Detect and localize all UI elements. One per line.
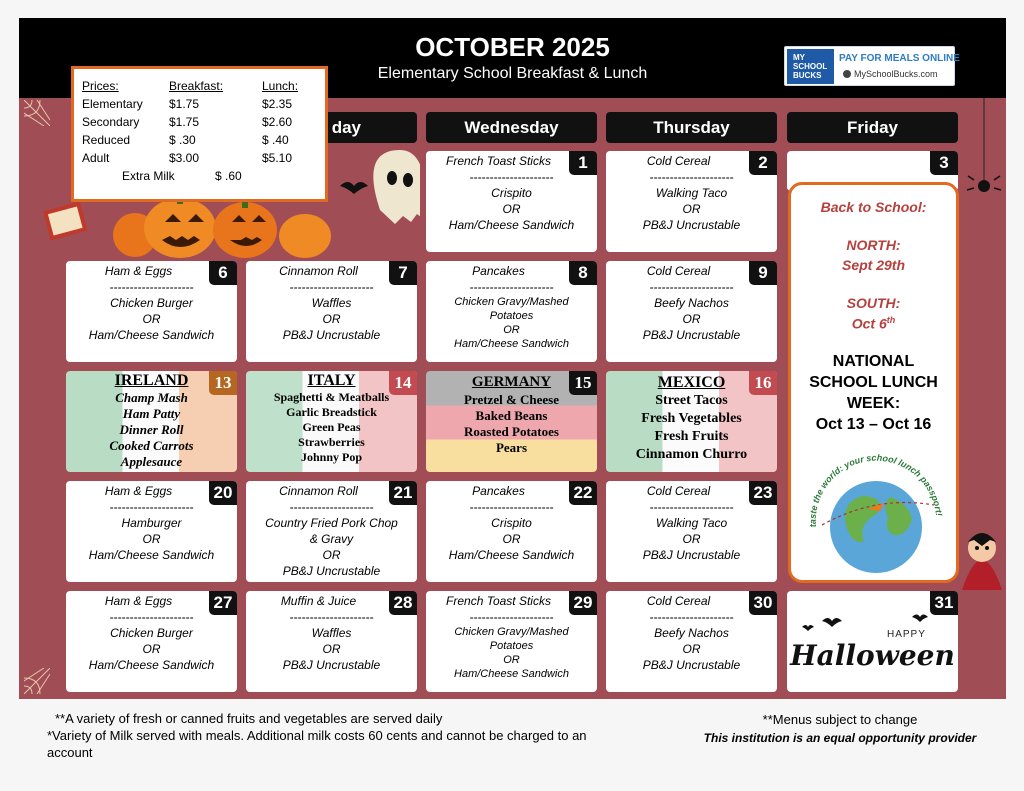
lunch-item: Waffles (311, 296, 352, 310)
menu-item: Ham Patty (122, 406, 181, 421)
lunch-item: Walking Taco (655, 516, 728, 530)
lunch-alt-item: PB&J Uncrustable (642, 548, 741, 562)
or-label: OR (142, 642, 161, 656)
or-label: OR (682, 642, 701, 656)
or-label: OR (322, 312, 341, 326)
menu-item: Champ Mash (115, 390, 188, 405)
price-breakfast: $1.75 (169, 97, 200, 111)
day-cell-6 (66, 261, 237, 362)
menu-item: Strawberries (298, 435, 365, 449)
day-number: 20 (209, 481, 237, 505)
separator: --------------------- (469, 610, 554, 624)
dayhead-friday: Friday (787, 112, 958, 143)
lunch-item: Crispito (491, 186, 532, 200)
breakfast-item: Cinnamon Roll (279, 484, 358, 498)
lunch-alt-item: Ham/Cheese Sandwich (448, 218, 575, 232)
lunch-item: Chicken Gravy/Mashed (454, 626, 569, 638)
footer-right (700, 711, 980, 747)
or-label: OR (322, 642, 341, 656)
menu-item: Baked Beans (475, 408, 548, 423)
menu-item: Pretzel & Cheese (463, 392, 560, 407)
lunch-item: Beefy Nachos (654, 296, 729, 310)
spiderweb-icon (24, 668, 50, 694)
breakfast-item: French Toast Sticks (446, 154, 551, 168)
spider-icon (962, 98, 1002, 208)
separator: --------------------- (109, 610, 194, 624)
or-label: OR (682, 202, 701, 216)
day-cell-27 (66, 591, 237, 692)
breakfast-item: Cinnamon Roll (279, 264, 358, 278)
day-number: 28 (389, 591, 417, 615)
day-number: 30 (749, 591, 777, 615)
lunch-item: Crispito (491, 516, 532, 530)
day-number: 8 (569, 261, 597, 285)
separator: --------------------- (109, 500, 194, 514)
lunch-alt-item: Ham/Cheese Sandwich (88, 658, 215, 672)
lunch-item: Walking Taco (655, 186, 728, 200)
separator: --------------------- (649, 500, 734, 514)
breakfast-item: Cold Cereal (646, 484, 711, 498)
national-line: NATIONAL (832, 353, 915, 370)
prices-box (71, 66, 328, 202)
day-number: 27 (209, 591, 237, 615)
price-lunch: $5.10 (262, 151, 293, 165)
breakfast-item: Pancakes (472, 484, 525, 498)
or-label: OR (503, 654, 520, 666)
lunch-alt-item: Ham/Cheese Sandwich (454, 668, 569, 680)
price-lunch: $2.35 (262, 97, 293, 111)
or-label: OR (503, 324, 520, 336)
myschoolbucks-site: MySchoolBucks.com (843, 69, 938, 79)
lunch-item-cont: Potatoes (489, 640, 534, 652)
or-label: OR (322, 548, 341, 562)
lunch-item-cont: Potatoes (489, 310, 534, 322)
day-number: 6 (209, 261, 237, 285)
day-number: 2 (749, 151, 777, 175)
dayhead-wednesday: Wednesday (426, 112, 597, 143)
day-cell-13 (66, 371, 237, 472)
page-subtitle: Elementary School Breakfast & Lunch (377, 65, 648, 82)
lunch-alt-item: Ham/Cheese Sandwich (448, 548, 575, 562)
vampire-icon (958, 520, 1006, 600)
spiderweb-icon (24, 100, 50, 126)
lunch-item: Chicken Burger (110, 296, 193, 310)
lunch-alt-item: PB&J Uncrustable (282, 658, 381, 672)
lunch-alt-item: PB&J Uncrustable (642, 658, 741, 672)
happy-label: HAPPY (887, 629, 926, 640)
prices-header-lunch: Lunch: (262, 79, 299, 93)
theme-title: IRELAND (114, 372, 189, 389)
day-cell-30 (606, 591, 777, 692)
breakfast-item: Cold Cereal (646, 154, 711, 168)
prices-header-breakfast: Breakfast: (169, 79, 224, 93)
extra-milk-label: Extra Milk (122, 169, 175, 183)
menu-item: Dinner Roll (119, 422, 184, 437)
separator: --------------------- (469, 280, 554, 294)
menu-item: Cinnamon Churro (635, 447, 748, 462)
pay-online-label: PAY FOR MEALS ONLINE (839, 53, 960, 64)
breakfast-item: Pancakes (472, 264, 525, 278)
menu-item: Pears (495, 440, 528, 455)
menus-subject-note: **Menus subject to change (762, 712, 918, 727)
halloween-label: Halloween (790, 639, 955, 672)
south-label: SOUTH: (846, 295, 901, 311)
day-cell-7 (246, 261, 417, 362)
day-number: 22 (569, 481, 597, 505)
or-label: OR (502, 202, 521, 216)
day-number: 7 (389, 261, 417, 285)
theme-title: ITALY (307, 372, 356, 389)
day-number: 14 (389, 371, 417, 395)
lunch-item: Hamburger (121, 516, 182, 530)
back-to-school-panel (788, 182, 959, 583)
breakfast-item: Cold Cereal (646, 264, 711, 278)
price-breakfast: $1.75 (169, 115, 200, 129)
day-cell-28 (246, 591, 417, 692)
or-label: OR (502, 532, 521, 546)
breakfast-item: Cold Cereal (646, 594, 711, 608)
day-number: 13 (209, 371, 237, 395)
footer-note-produce: **A variety of fresh or canned fruits and vegetables are served daily (55, 711, 443, 726)
day-number: 31 (930, 591, 958, 615)
lunch-alt-item: Ham/Cheese Sandwich (88, 548, 215, 562)
menu-item: Street Tacos (655, 393, 728, 408)
north-label: NORTH: (846, 237, 901, 253)
breakfast-item: Muffin & Juice (280, 594, 357, 608)
day-cell-8 (426, 261, 597, 362)
breakfast-item: Ham & Eggs (104, 594, 173, 608)
prices-header-label: Prices: (82, 79, 119, 93)
day-cell-14 (246, 371, 417, 472)
separator: --------------------- (469, 170, 554, 184)
lunch-alt-item: PB&J Uncrustable (642, 328, 741, 342)
day-cell-15 (426, 371, 597, 472)
day-number: 3 (930, 151, 958, 175)
day-cell-29 (426, 591, 597, 692)
menu-item: Johnny Pop (300, 450, 363, 464)
north-date: Sept 29th (841, 257, 905, 273)
price-label: Adult (82, 151, 110, 165)
day-cell-21 (246, 481, 417, 582)
bats-icon (792, 609, 952, 633)
separator: --------------------- (649, 280, 734, 294)
day-number: 23 (749, 481, 777, 505)
halloween-graphic (787, 609, 958, 689)
day-cell-31 (787, 591, 958, 692)
national-lunch-week (791, 351, 956, 435)
or-label: OR (142, 532, 161, 546)
day-cell-23 (606, 481, 777, 582)
back-to-school-label: Back to School: (820, 199, 927, 215)
svg-text:taste the world: your school l: taste the world: your school lunch passport! (807, 452, 945, 528)
national-dates: Oct 13 – Oct 16 (815, 416, 932, 433)
national-line: WEEK: (846, 395, 901, 412)
day-cell-1 (426, 151, 597, 252)
price-label: Secondary (82, 115, 140, 129)
lunch-alt-item: Ham/Cheese Sandwich (88, 328, 215, 342)
day-cell-9 (606, 261, 777, 362)
or-label: OR (682, 532, 701, 546)
breakfast-item: Ham & Eggs (104, 484, 173, 498)
price-breakfast: $ .30 (169, 133, 196, 147)
lunch-item: Beefy Nachos (654, 626, 729, 640)
lunch-alt-item: PB&J Uncrustable (282, 328, 381, 342)
separator: --------------------- (289, 500, 374, 514)
theme-title: GERMANY (471, 374, 552, 390)
price-lunch: $2.60 (262, 115, 293, 129)
price-label: Elementary (82, 97, 143, 111)
or-label: OR (682, 312, 701, 326)
separator: --------------------- (109, 280, 194, 294)
day-number: 21 (389, 481, 417, 505)
dayhead-tuesday-partial: day (246, 112, 417, 143)
lunch-alt-item: PB&J Uncrustable (282, 564, 381, 578)
extra-milk-price: $ .60 (215, 169, 242, 183)
south-date: Oct 6th (851, 315, 896, 332)
myschoolbucks-banner[interactable] (784, 46, 960, 86)
separator: --------------------- (649, 610, 734, 624)
lunch-item: Country Fried Pork Chop (265, 516, 398, 530)
day-number: 29 (569, 591, 597, 615)
separator: --------------------- (289, 280, 374, 294)
page-title: OCTOBER 2025 (415, 32, 610, 62)
lunch-item: Chicken Gravy/Mashed (454, 296, 569, 308)
day-cell-20 (66, 481, 237, 582)
price-breakfast: $3.00 (169, 151, 200, 165)
menu-item: Roasted Potatoes (464, 424, 559, 439)
day-cell-16 (606, 371, 777, 472)
breakfast-item: French Toast Sticks (446, 594, 551, 608)
equal-opportunity-statement: This institution is an equal opportunity provider (703, 731, 977, 745)
price-label: Reduced (82, 133, 131, 147)
menu-item: Fresh Vegetables (641, 411, 742, 426)
footer-notes (46, 710, 606, 761)
price-lunch: $ .40 (262, 133, 289, 147)
or-label: OR (142, 312, 161, 326)
day-number: 16 (749, 371, 777, 395)
breakfast-item: Ham & Eggs (104, 264, 173, 278)
national-line: SCHOOL LUNCH (809, 374, 938, 391)
myschoolbucks-logo: MY SCHOOL BUCKS (787, 49, 834, 84)
lunch-item: Waffles (311, 626, 352, 640)
separator: --------------------- (469, 500, 554, 514)
lunch-item: Chicken Burger (110, 626, 193, 640)
menu-item: Cooked Carrots (109, 438, 194, 453)
menu-item: Fresh Fruits (654, 429, 729, 444)
footer-note-milk: *Variety of Milk served with meals. Additional milk costs 60 cents and cannot be charged to an account (47, 728, 587, 760)
dayhead-thursday: Thursday (606, 112, 777, 143)
lunch-alt-item: Ham/Cheese Sandwich (454, 338, 569, 350)
lunch-item-cont: & Gravy (309, 532, 354, 546)
menu-item: Spaghetti & Meatballs (273, 390, 390, 404)
theme-title: MEXICO (657, 374, 726, 391)
separator: --------------------- (289, 610, 374, 624)
day-cell-2 (606, 151, 777, 252)
day-number: 9 (749, 261, 777, 285)
day-number: 15 (569, 371, 597, 395)
menu-item: Garlic Breadstick (286, 405, 377, 419)
day-cell-22 (426, 481, 597, 582)
lunch-alt-item: PB&J Uncrustable (642, 218, 741, 232)
globe-icon (843, 70, 851, 78)
day-number: 1 (569, 151, 597, 175)
globe-passport-icon (794, 445, 954, 575)
menu-item: Applesauce (120, 454, 183, 469)
separator: --------------------- (649, 170, 734, 184)
menu-item: Green Peas (302, 420, 361, 434)
